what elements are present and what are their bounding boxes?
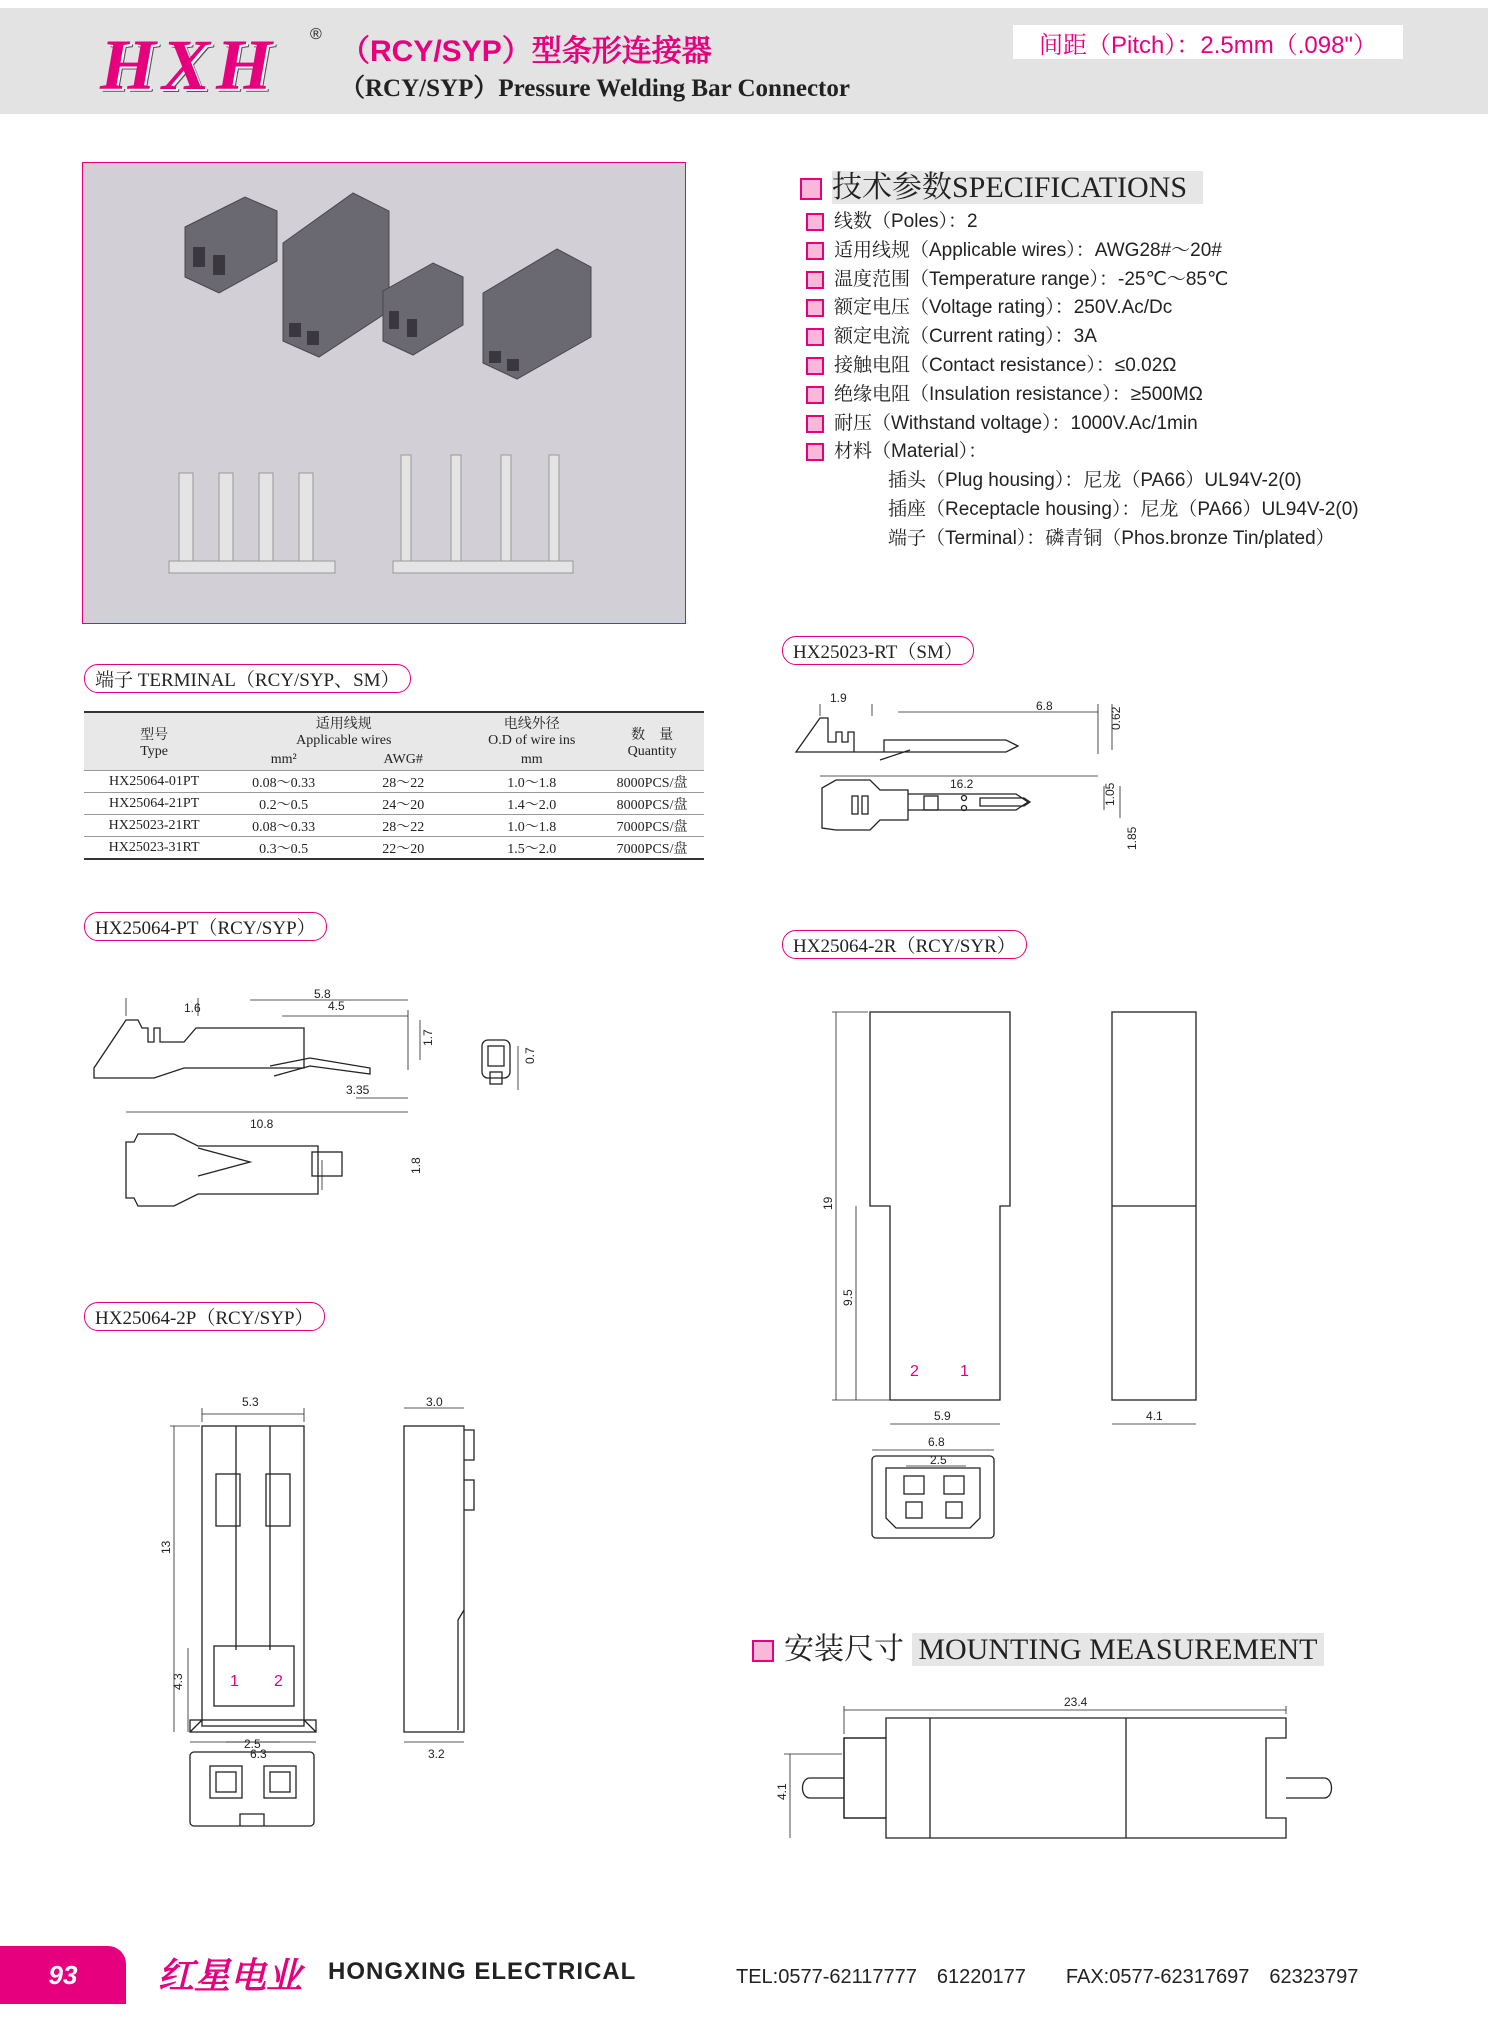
dimension-label: 5.9 — [934, 1409, 951, 1423]
table-cell-mm2: 0.2～0.5 — [259, 797, 309, 813]
bullet-icon — [806, 242, 824, 260]
dimension-label: 5.3 — [242, 1395, 259, 1409]
bullet-icon — [800, 178, 822, 200]
dimension-label: 1.8 — [409, 1157, 423, 1174]
table-row — [84, 793, 704, 815]
dimension-label: 1.7 — [421, 1029, 435, 1046]
terminal-table-label: 端子 TERMINAL（RCY/SYP、SM） — [84, 664, 411, 693]
contact-tel: TEL:0577-62117777 61220177 FAX:0577-62317697 62323797 — [736, 1966, 1359, 1988]
bullet-icon — [806, 443, 824, 461]
dimension-label: 0.7 — [523, 1047, 537, 1064]
table-cell-od: 1.0～1.8 — [507, 775, 557, 791]
pt-drawing — [110, 987, 570, 1220]
table-cell-awg: 28～22 — [382, 775, 425, 791]
table-cell-qty: 7000PCS/盘 — [616, 841, 688, 857]
dimension-label: 23.4 — [1064, 1695, 1088, 1709]
mounting-drawing — [770, 1695, 1370, 1860]
registered-mark: ® — [310, 26, 322, 43]
table-cell-awg: 24～20 — [382, 797, 425, 813]
table-cell-qty: 8000PCS/盘 — [616, 797, 688, 813]
page-number: 93 — [0, 1946, 126, 2004]
table-cell-mm2: 0.08～0.33 — [252, 819, 316, 835]
rt-drawing-label: HX25023-RT（SM） — [782, 636, 974, 665]
table-cell-type: HX25064-01PT — [109, 773, 200, 789]
dimension-label: 2 — [274, 1673, 283, 1690]
dimension-label: 3.0 — [426, 1395, 443, 1409]
dimension-label: 0.62 — [1109, 706, 1123, 730]
table-cell-type: HX25023-21RT — [108, 817, 200, 833]
dimension-label: 3.2 — [428, 1747, 445, 1761]
table-row — [84, 771, 704, 793]
mounting-heading: 安装尺寸 MOUNTING MEASUREMENT — [752, 1624, 1324, 1668]
terminal-table-wrap — [84, 711, 704, 860]
p2-drawing-label: HX25064-2P（RCY/SYP） — [84, 1302, 325, 1331]
dimension-label: 2.5 — [244, 1737, 261, 1751]
p2-drawing — [140, 1390, 500, 1890]
r2-drawing-label: HX25064-2R（RCY/SYR） — [782, 930, 1027, 959]
dimension-label: 4.3 — [171, 1673, 185, 1690]
title-cn: （RCY/SYP）型条形连接器 — [340, 35, 712, 68]
table-cell-od: 1.4～2.0 — [507, 797, 557, 813]
specifications-heading: 技术参数SPECIFICATIONS — [800, 162, 1203, 206]
dimension-label: 19 — [821, 1196, 835, 1210]
spec-item: 接触电阻（Contact resistance）：≤0.02Ω — [806, 352, 1359, 381]
spec-item: 适用线规（Applicable wires）：AWG28#～20# — [806, 237, 1359, 266]
bullet-icon — [806, 328, 824, 346]
table-cell-mm2: 0.3～0.5 — [259, 841, 309, 857]
bullet-icon — [806, 299, 824, 317]
bullet-icon — [752, 1640, 774, 1662]
dimension-label: 1 — [960, 1363, 969, 1380]
spec-item: 耐压（Withstand voltage）：1000V.Ac/1min — [806, 410, 1359, 439]
dimension-label: 1 — [230, 1673, 239, 1690]
dimension-label: 1.85 — [1125, 826, 1139, 850]
company-name-cn: 红星电业 — [158, 1955, 303, 1996]
material-item: 插座（Receptacle housing）：尼龙（PA66）UL94V-2(0) — [888, 498, 1359, 520]
rt-drawing — [800, 690, 1160, 880]
dimension-label: 6.8 — [928, 1435, 945, 1449]
pt-drawing-label: HX25064-PT（RCY/SYP） — [84, 912, 327, 941]
table-row — [84, 815, 704, 837]
dimension-label: 2.5 — [930, 1453, 947, 1467]
pitch-box: 间距（Pitch）：2.5mm（.098"） — [1013, 25, 1403, 59]
table-cell-mm2: 0.08～0.33 — [252, 775, 316, 791]
table-cell-qty: 7000PCS/盘 — [616, 819, 688, 835]
dimension-label: 1.9 — [830, 691, 847, 705]
dimension-label: 10.8 — [250, 1117, 274, 1131]
table-cell-od: 1.5～2.0 — [507, 841, 557, 857]
dimension-label: 1.05 — [1103, 782, 1117, 806]
col-od: 电线外径 O.D of wire ins — [488, 717, 576, 748]
material-item: 插头（Plug housing）：尼龙（PA66）UL94V-2(0) — [888, 470, 1302, 492]
table-cell-awg: 28～22 — [382, 819, 425, 835]
spec-item: 材料（Material）： — [806, 438, 1359, 467]
table-row — [84, 837, 704, 860]
dimension-label: 1.6 — [184, 1001, 201, 1015]
col-wires: 适用线规 Applicable wires — [296, 717, 392, 748]
dimension-label: 6.3 — [250, 1747, 267, 1761]
spec-item: 绝缘电阻（Insulation resistance）：≥500MΩ — [806, 381, 1359, 410]
spec-item: 温度范围（Temperature range）：-25℃～85℃ — [806, 266, 1359, 295]
dimension-label: 9.5 — [841, 1289, 855, 1306]
dimension-label: 6.8 — [1036, 699, 1053, 713]
bullet-icon — [806, 213, 824, 231]
dimension-label: 4.1 — [1146, 1409, 1163, 1423]
product-photo — [82, 162, 686, 624]
table-cell-qty: 8000PCS/盘 — [616, 775, 688, 791]
spec-item: 额定电压（Voltage rating）：250V.Ac/Dc — [806, 294, 1359, 323]
dimension-label: 2 — [910, 1363, 919, 1380]
r2-drawing — [820, 1000, 1220, 1580]
dimension-label: 4.1 — [775, 1783, 789, 1800]
dimension-label: 16.2 — [950, 777, 974, 791]
bullet-icon — [806, 386, 824, 404]
company-name-en: HONGXING ELECTRICAL — [328, 1958, 637, 1985]
bullet-icon — [806, 271, 824, 289]
specifications-list — [806, 208, 1359, 554]
title-en: （RCY/SYP）Pressure Welding Bar Connector — [340, 75, 850, 102]
col-awg: AWG# — [383, 751, 423, 767]
bullet-icon — [806, 357, 824, 375]
terminal-table — [84, 711, 704, 860]
dimension-label: 5.8 — [314, 987, 331, 1001]
dimension-label: 3.35 — [346, 1083, 370, 1097]
col-mm2: mm² — [270, 751, 297, 767]
spec-item: 额定电流（Current rating）：3A — [806, 323, 1359, 352]
col-od-unit: mm — [520, 751, 543, 767]
dimension-label: 4.5 — [328, 999, 345, 1013]
company-logo: HXH — [100, 25, 279, 105]
bullet-icon — [806, 415, 824, 433]
table-cell-od: 1.0～1.8 — [507, 819, 557, 835]
table-cell-type: HX25064-21PT — [109, 795, 200, 811]
col-type: 型号 Type — [140, 727, 169, 759]
col-qty: 数 量 Quantity — [627, 727, 677, 759]
material-item: 端子（Terminal）：磷青铜（Phos.bronze Tin/plated） — [888, 527, 1335, 549]
table-cell-type: HX25023-31RT — [108, 839, 200, 855]
dimension-label: 13 — [159, 1540, 173, 1554]
spec-item: 线数（Poles）：2 — [806, 208, 1359, 237]
table-cell-awg: 22～20 — [382, 841, 425, 857]
